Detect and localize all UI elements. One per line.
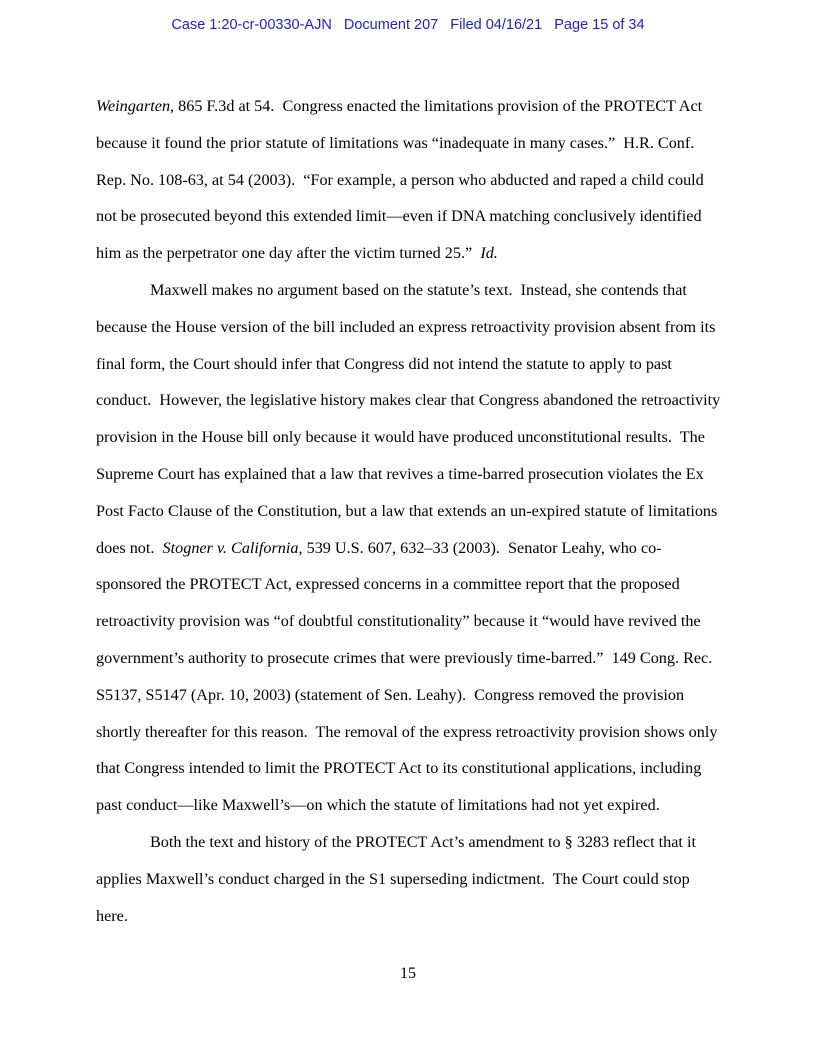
text-run: , 865 F.3d at 54. Congress enacted the limitations provision of the PROTECT Act because it found the prior statute of limitations was “inadequate in many cases.” H.R. Conf. Rep. No. 108-63, at 54 (2003). “For example, a person who abducted and raped a child could not be prosecuted beyond this extended limit—even if DNA matching conclusively identified him as the perpetrator one day after the victim turned 25.” xyxy=(96,97,708,263)
text-run: , 539 U.S. 607, 632–33 (2003). Senator Leahy, who co-sponsored the PROTECT Act, expressed concerns in a committee report that the proposed retroactivity provision was “of doubtful constitutionality” because it “would have revived the government’s authority to prosecute crimes that were previously time-barred.” 149 Cong. Rec. S5137, S5147 (Apr. 10, 2003) (statement of Sen. Leahy). Congress removed the provision shortly thereafter for this reason. The removal of the express retroactivity provision shows only that Congress intended to limit the PROTECT Act to its constitutional applications, including past conduct—like Maxwell’s—on which the statute of limitations had not yet expired. xyxy=(96,538,722,815)
text-run: Both the text and history of the PROTECT Act’s amendment to § 3283 reflect that it applies Maxwell’s conduct charged in the S1 superseding indictment. The Court could stop here. xyxy=(96,832,700,925)
document-body xyxy=(96,88,725,934)
paragraph xyxy=(96,824,722,934)
text-run: Stogner v. California xyxy=(162,538,299,557)
case-filing-stamp: Case 1:20-cr-00330-AJN Document 207 Filed 04/16/21 Page 15 of 34 xyxy=(171,17,645,33)
page-number: 15 xyxy=(400,965,416,982)
text-run: Maxwell makes no argument based on the statute’s text. Instead, she contends that because the House version of the bill included an express retroactivity provision absent from its final form, the Court should infer that Congress did not intend the statute to apply to past conduct. However, the legislative history makes clear that Congress abandoned the retroactivity provision in the House bill only because it would have produced unconstitutional results. The Supreme Court has explained that a law that revives a time-barred prosecution violates the Ex Post Facto Clause of the Constitution, but a law that extends an un-expired statute of limitations does not. xyxy=(96,280,725,557)
text-run: Weingarten xyxy=(96,97,171,115)
paragraph xyxy=(96,272,725,824)
paragraph xyxy=(96,88,722,272)
text-run: Id. xyxy=(480,244,498,263)
